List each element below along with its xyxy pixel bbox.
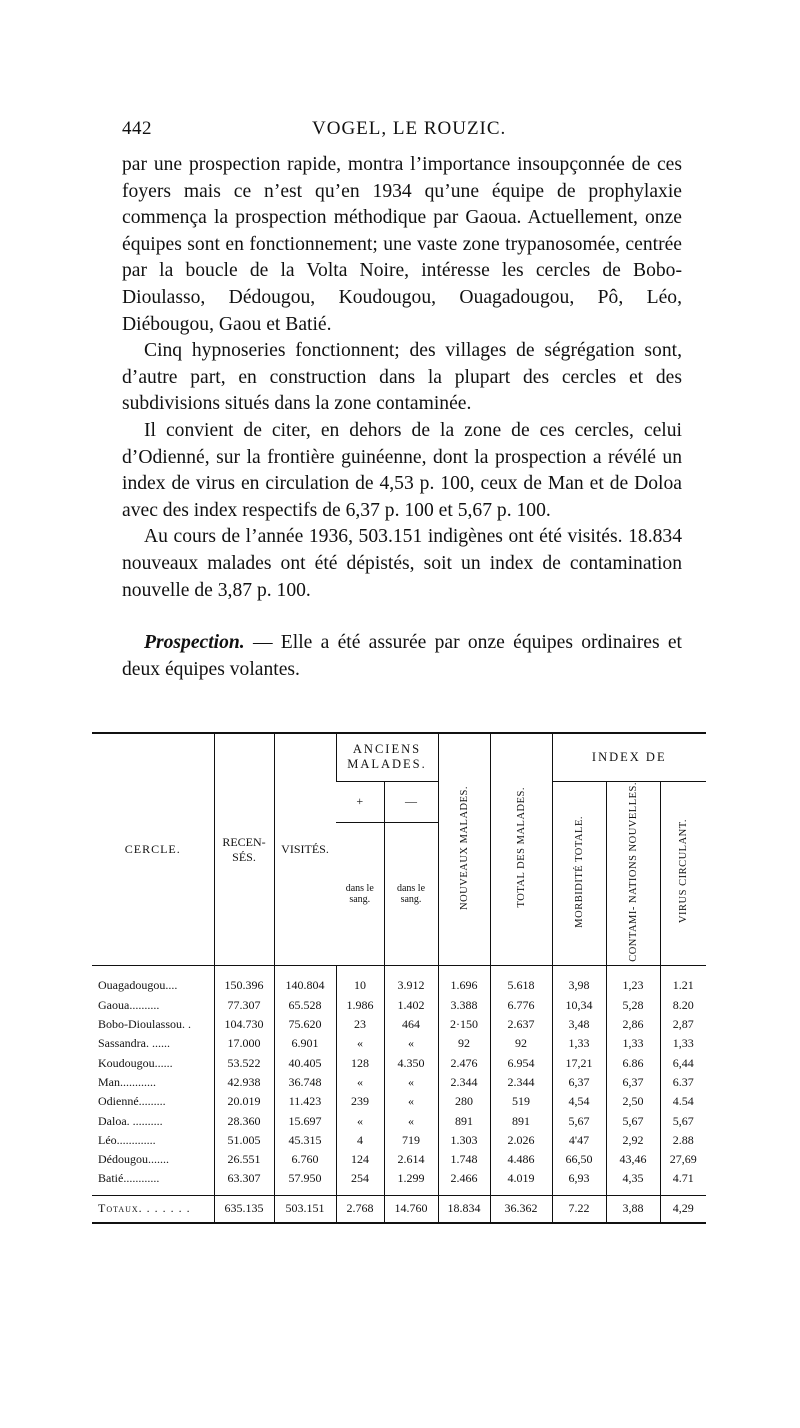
statistics-table-container bbox=[92, 732, 706, 1428]
col-plus-dans-le-sang: dans le sang. bbox=[336, 822, 384, 966]
cell-total-virus: 4,29 bbox=[660, 1195, 706, 1223]
cell-minus: 2.614 bbox=[384, 1150, 438, 1169]
cell-morbidite: 66,50 bbox=[552, 1150, 606, 1169]
cell-plus: 4 bbox=[336, 1131, 384, 1150]
cell-virus: 27,69 bbox=[660, 1150, 706, 1169]
cell-nouveaux: 2.344 bbox=[438, 1073, 490, 1092]
cell-cercle: Batié............ bbox=[98, 1171, 160, 1186]
cell-total: 2.344 bbox=[490, 1073, 552, 1092]
cell-plus: 10 bbox=[336, 976, 384, 995]
table-row bbox=[92, 1034, 706, 1053]
cell-visites: 75.620 bbox=[274, 1015, 336, 1034]
cell-recenses: 104.730 bbox=[214, 1015, 274, 1034]
cell-total-morbidite: 7.22 bbox=[552, 1195, 606, 1223]
cell-visites: 6.901 bbox=[274, 1034, 336, 1053]
col-virus-label: VIRUS CIRCULANT. bbox=[677, 819, 689, 924]
cell-nouveaux: 3.388 bbox=[438, 996, 490, 1015]
prospection-text: — Elle a été assurée par onze équipes ordinaires et deux équipes volantes. bbox=[122, 632, 682, 680]
col-contaminations bbox=[606, 781, 660, 966]
cell-minus: 1.299 bbox=[384, 1169, 438, 1195]
cell-visites: 11.423 bbox=[274, 1092, 336, 1111]
col-virus bbox=[660, 781, 706, 966]
cell-total: 4.019 bbox=[490, 1169, 552, 1195]
paragraph-1: par une prospection rapide, montra l’importance insoupçonnée de ces foyers mais ce n’est qu’en 1934 qu’une équipe de prophylaxie commença la prospection méthodique par Gaoua. Actuellement, onze équipes sont en fonctionnement; une vaste zone trypanosomée, centrée par la boucle de la Volta Noire, intéresse les cercles de Bobo-Dioulasso, Dédougou, Koudougou, Ouagadougou, Pô, Léo, Diébougou, Gaou et Batié. bbox=[122, 154, 682, 335]
cell-plus: 239 bbox=[336, 1092, 384, 1111]
paragraph-prospection bbox=[122, 630, 682, 683]
cell-total: 6.954 bbox=[490, 1053, 552, 1072]
running-title: VOGEL, LE ROUZIC. bbox=[312, 118, 507, 139]
cell-recenses: 42.938 bbox=[214, 1073, 274, 1092]
cell-plus: « bbox=[336, 1073, 384, 1092]
col-anciens-malades: ANCIENS MALADES. bbox=[336, 733, 438, 781]
cell-virus: 4.71 bbox=[660, 1169, 706, 1195]
col-minus-dans-le-sang: dans le sang. bbox=[384, 822, 438, 966]
table-row bbox=[92, 1053, 706, 1072]
cell-morbidite: 5,67 bbox=[552, 1111, 606, 1130]
cell-contaminations: 5,67 bbox=[606, 1111, 660, 1130]
col-nouveaux bbox=[438, 733, 490, 966]
cell-total: 4.486 bbox=[490, 1150, 552, 1169]
cell-total-plus: 2.768 bbox=[336, 1195, 384, 1223]
cell-virus: 5,67 bbox=[660, 1111, 706, 1130]
table-row bbox=[92, 1073, 706, 1092]
table-row bbox=[92, 976, 706, 995]
cell-total: 519 bbox=[490, 1092, 552, 1111]
cell-cercle: Daloa. .......... bbox=[98, 1113, 163, 1128]
cell-morbidite: 1,33 bbox=[552, 1034, 606, 1053]
cell-total-nouveaux: 18.834 bbox=[438, 1195, 490, 1223]
cell-nouveaux: 1.696 bbox=[438, 976, 490, 995]
cell-visites: 15.697 bbox=[274, 1111, 336, 1130]
cell-contaminations: 4,35 bbox=[606, 1169, 660, 1195]
cell-cercle: Man............ bbox=[98, 1074, 156, 1089]
cell-recenses: 17.000 bbox=[214, 1034, 274, 1053]
cell-total: 5.618 bbox=[490, 976, 552, 995]
cell-cercle: Léo............. bbox=[98, 1132, 156, 1147]
cell-morbidite: 4,54 bbox=[552, 1092, 606, 1111]
cell-visites: 57.950 bbox=[274, 1169, 336, 1195]
cell-recenses: 28.360 bbox=[214, 1111, 274, 1130]
cell-nouveaux: 2·150 bbox=[438, 1015, 490, 1034]
cell-recenses: 63.307 bbox=[214, 1169, 274, 1195]
cell-recenses: 20.019 bbox=[214, 1092, 274, 1111]
cell-cercle: Gaoua.......... bbox=[98, 997, 160, 1012]
cell-virus: 6.37 bbox=[660, 1073, 706, 1092]
cell-contaminations: 6,37 bbox=[606, 1073, 660, 1092]
cell-recenses: 26.551 bbox=[214, 1150, 274, 1169]
cell-minus: 1.402 bbox=[384, 996, 438, 1015]
cell-contaminations: 5,28 bbox=[606, 996, 660, 1015]
cell-nouveaux: 1.303 bbox=[438, 1131, 490, 1150]
cell-contaminations: 1,23 bbox=[606, 976, 660, 995]
cell-recenses: 53.522 bbox=[214, 1053, 274, 1072]
cell-total-minus: 14.760 bbox=[384, 1195, 438, 1223]
cell-virus: 2.88 bbox=[660, 1131, 706, 1150]
cell-visites: 45.315 bbox=[274, 1131, 336, 1150]
cell-contaminations: 2,92 bbox=[606, 1131, 660, 1150]
col-morbidite-label: MORBIDITÉ TOTALE. bbox=[573, 815, 585, 928]
cell-recenses: 77.307 bbox=[214, 996, 274, 1015]
cell-minus: 4.350 bbox=[384, 1053, 438, 1072]
cell-total-total: 36.362 bbox=[490, 1195, 552, 1223]
paragraph-2: Cinq hypnoseries fonctionnent; des villages de ségrégation sont, d’autre part, en construction dans la plupart des cercles et des subdivisions situés dans la zone contaminée. bbox=[122, 340, 682, 415]
statistics-table bbox=[92, 732, 706, 1224]
cell-total: 6.776 bbox=[490, 996, 552, 1015]
cell-total: 92 bbox=[490, 1034, 552, 1053]
table-row bbox=[92, 1169, 706, 1195]
cell-minus: « bbox=[384, 1073, 438, 1092]
cell-morbidite: 17,21 bbox=[552, 1053, 606, 1072]
table-row bbox=[92, 1150, 706, 1169]
col-total bbox=[490, 733, 552, 966]
cell-virus: 1.21 bbox=[660, 976, 706, 995]
col-visites: VISITÉS. bbox=[274, 733, 336, 966]
cell-plus: « bbox=[336, 1111, 384, 1130]
cell-visites: 65.528 bbox=[274, 996, 336, 1015]
cell-morbidite: 4'47 bbox=[552, 1131, 606, 1150]
cell-visites: 36.748 bbox=[274, 1073, 336, 1092]
cell-morbidite: 3,98 bbox=[552, 976, 606, 995]
prospection-label: Prospection. bbox=[144, 632, 245, 654]
cell-morbidite: 6,37 bbox=[552, 1073, 606, 1092]
cell-virus: 8.20 bbox=[660, 996, 706, 1015]
cell-cercle: Bobo-Dioulassou. . bbox=[98, 1017, 191, 1032]
cell-total-recenses: 635.135 bbox=[214, 1195, 274, 1223]
cell-minus: 3.912 bbox=[384, 976, 438, 995]
paragraph-3: Il convient de citer, en dehors de la zone de ces cercles, celui d’Odienné, sur la frontière guinéenne, dont la prospection a révélé un index de virus en circulation de 4,53 p. 100, ceux de Man et de Doloa avec des index respectifs de 6,37 p. 100 et 5,67 p. 100. bbox=[122, 419, 682, 521]
cell-plus: 254 bbox=[336, 1169, 384, 1195]
cell-contaminations: 6.86 bbox=[606, 1053, 660, 1072]
cell-plus: 128 bbox=[336, 1053, 384, 1072]
body-text bbox=[122, 152, 682, 683]
cell-nouveaux: 92 bbox=[438, 1034, 490, 1053]
cell-cercle: Koudougou...... bbox=[98, 1055, 173, 1070]
cell-recenses: 150.396 bbox=[214, 976, 274, 995]
paragraph-4: Au cours de l’année 1936, 503.151 indigènes ont été visités. 18.834 nouveaux malades ont été dépistés, soit un index de contamination nouvelle de 3,87 p. 100. bbox=[122, 526, 682, 601]
col-cercle: CERCLE. bbox=[92, 733, 214, 966]
cell-contaminations: 1,33 bbox=[606, 1034, 660, 1053]
cell-virus: 1,33 bbox=[660, 1034, 706, 1053]
cell-contaminations: 43,46 bbox=[606, 1150, 660, 1169]
cell-total-visites: 503.151 bbox=[274, 1195, 336, 1223]
cell-nouveaux: 280 bbox=[438, 1092, 490, 1111]
col-contaminations-label: CONTAMI- NATIONS NOUVELLES. bbox=[627, 781, 639, 962]
cell-recenses: 51.005 bbox=[214, 1131, 274, 1150]
cell-cercle: Dédougou....... bbox=[98, 1152, 169, 1167]
cell-nouveaux: 891 bbox=[438, 1111, 490, 1130]
col-plus-sign: + bbox=[336, 781, 384, 822]
table-row bbox=[92, 1015, 706, 1034]
table-totals-row bbox=[92, 1195, 706, 1223]
cell-minus: « bbox=[384, 1034, 438, 1053]
cell-virus: 4.54 bbox=[660, 1092, 706, 1111]
table-row bbox=[92, 1131, 706, 1150]
cell-total: 2.026 bbox=[490, 1131, 552, 1150]
table-header bbox=[92, 733, 706, 966]
cell-virus: 2,87 bbox=[660, 1015, 706, 1034]
cell-plus: 124 bbox=[336, 1150, 384, 1169]
cell-nouveaux: 1.748 bbox=[438, 1150, 490, 1169]
cell-minus: 719 bbox=[384, 1131, 438, 1150]
cell-nouveaux: 2.476 bbox=[438, 1053, 490, 1072]
cell-cercle: Odienné......... bbox=[98, 1094, 166, 1109]
col-morbidite bbox=[552, 781, 606, 966]
cell-contaminations: 2,50 bbox=[606, 1092, 660, 1111]
cell-plus: 1.986 bbox=[336, 996, 384, 1015]
table-row bbox=[92, 1111, 706, 1130]
cell-nouveaux: 2.466 bbox=[438, 1169, 490, 1195]
cell-total-contaminations: 3,88 bbox=[606, 1195, 660, 1223]
cell-visites: 140.804 bbox=[274, 976, 336, 995]
cell-plus: 23 bbox=[336, 1015, 384, 1034]
table-row bbox=[92, 996, 706, 1015]
cell-morbidite: 3,48 bbox=[552, 1015, 606, 1034]
cell-totaux-label: Totaux. . . . . . . bbox=[92, 1195, 214, 1223]
cell-plus: « bbox=[336, 1034, 384, 1053]
page-number: 442 bbox=[122, 118, 152, 139]
cell-total: 2.637 bbox=[490, 1015, 552, 1034]
cell-total: 891 bbox=[490, 1111, 552, 1130]
col-nouveaux-label: NOUVEAUX MALADES. bbox=[458, 785, 470, 910]
col-recenses: RECEN- SÉS. bbox=[214, 733, 274, 966]
cell-cercle: Ouagadougou.... bbox=[98, 978, 178, 993]
cell-morbidite: 10,34 bbox=[552, 996, 606, 1015]
cell-visites: 6.760 bbox=[274, 1150, 336, 1169]
col-total-label: TOTAL DES MALADES. bbox=[515, 787, 527, 908]
running-header bbox=[122, 118, 682, 144]
table-spacer bbox=[92, 966, 706, 977]
cell-minus: 464 bbox=[384, 1015, 438, 1034]
col-minus-sign: — bbox=[384, 781, 438, 822]
table-body bbox=[92, 966, 706, 1223]
cell-contaminations: 2,86 bbox=[606, 1015, 660, 1034]
cell-minus: « bbox=[384, 1111, 438, 1130]
table-row bbox=[92, 1092, 706, 1111]
cell-morbidite: 6,93 bbox=[552, 1169, 606, 1195]
cell-visites: 40.405 bbox=[274, 1053, 336, 1072]
cell-virus: 6,44 bbox=[660, 1053, 706, 1072]
col-index-de: INDEX DE bbox=[552, 733, 706, 781]
cell-minus: « bbox=[384, 1092, 438, 1111]
cell-cercle: Sassandra. ...... bbox=[98, 1036, 170, 1051]
